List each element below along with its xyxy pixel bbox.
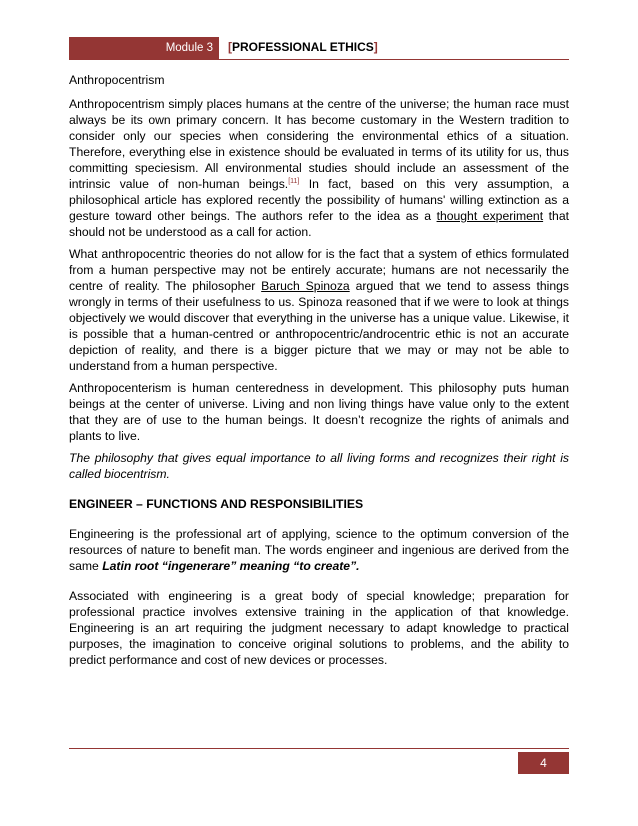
bracket-open: [ <box>228 40 232 54</box>
citation-11[interactable]: [11] <box>288 177 300 185</box>
p2-text-b: argued that we tend to assess things wrongly in terms of their usefulness to us. Spinoza reasoned that if we were to look at things objectively we would discover that everything in the universe has a unique value. Likewise, it is possible that a human-centred or anthropocentric/androcentric ethic is not an accurate depiction of reality, and there is a bigger picture that we may or may not be able to understand from a human perspective. <box>69 279 569 373</box>
header-module-band <box>69 37 219 59</box>
header-title <box>228 40 378 54</box>
paragraph-3: Anthropocenterism is human centeredness in development. This philosophy puts human beings at the center of universe. Living and non living things have value only to the extent that they are of use to the human beings. It doesn’t recognize the rights of animals and plants to live. <box>69 381 569 443</box>
page-body <box>69 72 569 674</box>
p1-text-a: Anthropocentrism simply places humans at the centre of the universe; the human race must always be its own primary concern. It has become customary in the Western tradition to consider only our species when considering the environmental ethics of a situation. Therefore, everything else in existence should be evaluated in terms of its utility for us, thus committing speciesism. All environmental studies should include an assessment of the intrinsic value of non-human beings. <box>69 97 569 191</box>
module-label: Module 3 <box>165 42 213 54</box>
bracket-close: ] <box>373 40 378 54</box>
section-heading-anthropocentrism: Anthropocentrism <box>69 73 165 87</box>
page-number: 4 <box>518 752 569 774</box>
p1-text-b: In fact, based on this very assumption, a philosophical article has explored recently the possibility of humans' willing extinction as a gesture toward other beings. The authors refer to the idea as a <box>69 177 569 223</box>
paragraph-5 <box>69 526 569 574</box>
footer-divider <box>69 748 569 749</box>
link-baruch-spinoza[interactable]: Baruch Spinoza <box>261 279 350 293</box>
p5-latin-root: Latin root “ingenerare” meaning “to create”. <box>102 559 360 573</box>
p5-text-a: Engineering is the professional art of applying, science to the optimum conversion of the resources of nature to benefit man. The words engineer and ingenious are derived from the same <box>69 527 569 573</box>
paragraph-biocentrism: The philosophy that gives equal importance to all living forms and recognizes their right is called biocentrism. <box>69 451 569 481</box>
paragraph-1 <box>69 96 569 240</box>
header-divider <box>69 59 569 60</box>
header-title-text: PROFESSIONAL ETHICS <box>232 40 374 54</box>
paragraph-2 <box>69 246 569 374</box>
p1-text-c: that should not be understood as a call for action. <box>69 209 570 239</box>
p2-text-a: What anthropocentric theories do not allow for is the fact that a system of ethics formulated from a human perspective may not be entirely accurate; humans are not necessarily the centre of reality. The philosopher <box>69 247 569 293</box>
paragraph-6: Associated with engineering is a great body of special knowledge; preparation for professional practice involves extensive training in the application of that knowledge. Engineering is an art requiring the judgment necessary to adapt knowledge to practical purposes, the imagination to conceive original solutions to problems, and the ability to predict performance and cost of new devices or processes. <box>69 589 569 667</box>
link-thought-experiment[interactable]: thought experiment <box>436 209 544 223</box>
section-heading-engineer: ENGINEER – FUNCTIONS AND RESPONSIBILITIES <box>69 497 364 511</box>
